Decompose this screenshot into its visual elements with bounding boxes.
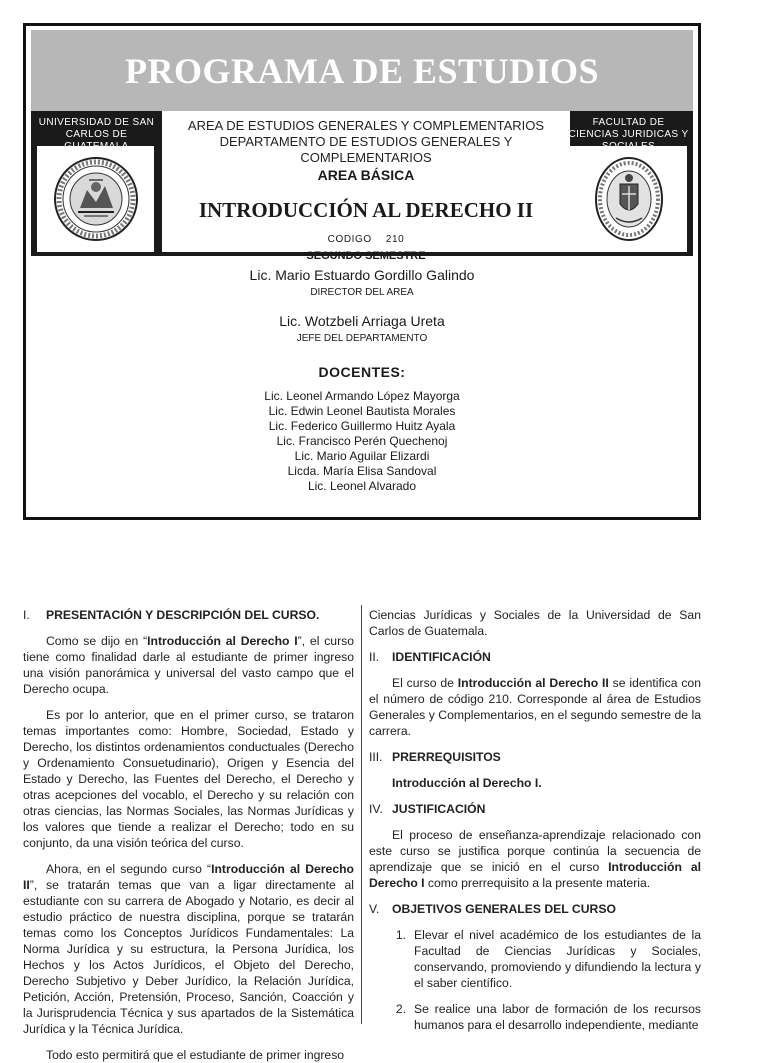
course-reference: Introducción al Derecho II	[23, 862, 354, 892]
section-heading	[23, 607, 354, 623]
paragraph	[23, 861, 354, 1037]
course-code	[162, 234, 570, 245]
semester-label: SEGUNDO SEMESTRE	[306, 250, 426, 262]
section-title: PRERREQUISITOS	[392, 750, 501, 764]
section-number: V.	[369, 902, 380, 916]
code-value: 210	[385, 234, 405, 245]
area-line: AREA DE ESTUDIOS GENERALES Y COMPLEMENTARIOS	[187, 118, 545, 133]
text-run: El proceso de enseñanza-aprendizaje relacionado con este curso se justifica porque continúa la secuencia de aprendizaje que se inició en el curso	[369, 828, 701, 874]
docente-name: Lic. Mario Aguilar Elizardi	[294, 449, 430, 463]
left-column	[23, 607, 354, 1063]
institution-band	[31, 111, 693, 262]
item-text: Se realice una labor de formación de los recursos humanos para el desarrollo independiente, mediante	[414, 1002, 701, 1032]
text-run: Como se dijo en “	[46, 634, 148, 648]
docente-name: Lic. Leonel Armando López Mayorga	[264, 389, 460, 403]
text-run: El curso de	[392, 676, 458, 690]
list-item	[369, 1001, 701, 1033]
course-reference: Introducción al Derecho I	[369, 860, 701, 890]
text-run: como prerrequisito a la presente materia.	[424, 876, 651, 890]
section-heading	[369, 649, 701, 665]
docente-name: Licda. María Elisa Sandoval	[287, 464, 437, 478]
faculty-seal-frame	[570, 146, 687, 252]
section-number: I.	[23, 608, 30, 622]
area-basica: AREA BÁSICA	[317, 167, 415, 183]
item-text: Elevar el nivel académico de los estudiantes de la Facultad de Ciencias Jurídicas y Sociales, conservando, promoviendo y difundiendo la lectura y el saber científico.	[414, 928, 701, 990]
objectives-list	[369, 927, 701, 1033]
docentes-heading: DOCENTES:	[318, 364, 406, 380]
course-info-panel	[162, 111, 570, 262]
section-title: PRESENTACIÓN Y DESCRIPCIÓN DEL CURSO.	[46, 608, 320, 622]
university-seal-frame	[37, 146, 154, 252]
course-reference: Introducción al Derecho I	[147, 634, 298, 648]
director-name: Lic. Mario Estuardo Gordillo Galindo	[249, 267, 475, 283]
staff-section	[26, 266, 698, 494]
docente-name: Lic. Leonel Alvarado	[307, 479, 417, 493]
docente-name: Lic. Edwin Leonel Bautista Morales	[268, 404, 456, 418]
section-heading	[369, 901, 701, 917]
docente-name: Lic. Federico Guillermo Huitz Ayala	[268, 419, 456, 433]
paragraph	[369, 675, 701, 739]
program-header-box	[23, 23, 701, 520]
paragraph	[23, 633, 354, 697]
paragraph: Es por lo anterior, que en el primer curso, se trataron temas importantes como: Hombre, Sociedad, Estado y Derecho, los distintos ordenamientos conductuales (Derecho y Ordenamiento Consuetudinario), Origen y Esencia del Estado y Derecho, las Fuentes del Derecho, el Derecho y otras acepciones del vocablo, el Derecho y su relación con otras ciencias, las Normas Sociales, las Normas Jurídicas y los valores que tiende a realizar el Derecho; todo en su conjunto, da una visión teórica del curso.	[23, 708, 354, 850]
item-number: 1.	[395, 928, 406, 942]
section-number: II.	[369, 650, 380, 664]
section-heading	[369, 749, 701, 765]
section-number: IV.	[369, 802, 383, 816]
paragraph: Todo esto permitirá que el estudiante de primer ingreso	[46, 1048, 345, 1062]
course-title: INTRODUCCIÓN AL DERECHO II	[198, 198, 534, 222]
section-title: JUSTIFICACIÓN	[392, 802, 486, 816]
course-reference: Introducción al Derecho II	[457, 676, 609, 690]
university-seal-icon	[53, 156, 139, 242]
faculty-seal-icon	[594, 156, 664, 242]
item-number: 2.	[395, 1002, 406, 1016]
column-divider	[361, 605, 362, 1024]
faculty-label: FACULTAD DE CIENCIAS JURIDICAS Y	[568, 117, 689, 140]
right-column	[369, 607, 701, 1043]
title-band	[31, 30, 693, 111]
program-title: PROGRAMA DE ESTUDIOS	[124, 50, 600, 91]
director-role: DIRECTOR DEL AREA	[310, 287, 414, 298]
list-item	[369, 927, 701, 991]
text-run: Ahora, en el segundo curso “	[46, 862, 212, 876]
docente-name: Lic. Francisco Perén Quechenoj	[276, 434, 448, 448]
section-number: III.	[369, 750, 383, 764]
chief-role: JEFE DEL DEPARTAMENTO	[296, 333, 428, 344]
prerequisite: Introducción al Derecho I.	[392, 776, 542, 790]
paragraph	[369, 827, 701, 891]
paragraph: Ciencias Jurídicas y Sociales de la Universidad de San Carlos de Guatemala.	[369, 608, 701, 638]
text-run: se identifica con el número de código 210. Corresponde al área de Estudios Generales y Complementarios, en el segundo semestre de la carrera.	[369, 676, 701, 738]
section-heading	[369, 801, 701, 817]
section-title: OBJETIVOS GENERALES DEL CURSO	[392, 902, 616, 916]
chief-name: Lic. Wotzbeli Arriaga Ureta	[279, 313, 445, 329]
university-label: UNIVERSIDAD DE SAN CARLOS DE	[38, 117, 155, 140]
section-title: IDENTIFICACIÓN	[392, 650, 491, 664]
text-run: ”, se tratarán temas que van a ligar directamente al estudiante con su carrera de Abogado y Notario, es decir al estudio práctico de nuestra disciplina, porque se tratarán temas como los Conceptos Jurídicos Fundamentales: La Norma Jurídica y su estructura, la Persona Jurídica, los Hechos y los Actos Jurídicos, el Objeto del Derecho, Derecho Subjetivo y Deber Jurídico, la Relación Jurídica, Petición, Acción, Pretensión, Proceso, Sanción, Coacción y la Jurisprudencia Técnica y sus apartados de la Sistemática Jurídica y la Técnica Jurídica.	[23, 878, 354, 1036]
department-line: DEPARTAMENTO DE ESTUDIOS GENERALES Y COMPLEMENTARIOS	[219, 134, 513, 165]
code-label: CODIGO	[327, 234, 372, 245]
text-run: ”, el curso tiene como finalidad darle al estudiante de primer ingreso una visión panorámica y universal del vasto campo que el Derecho ocupa.	[23, 634, 354, 696]
